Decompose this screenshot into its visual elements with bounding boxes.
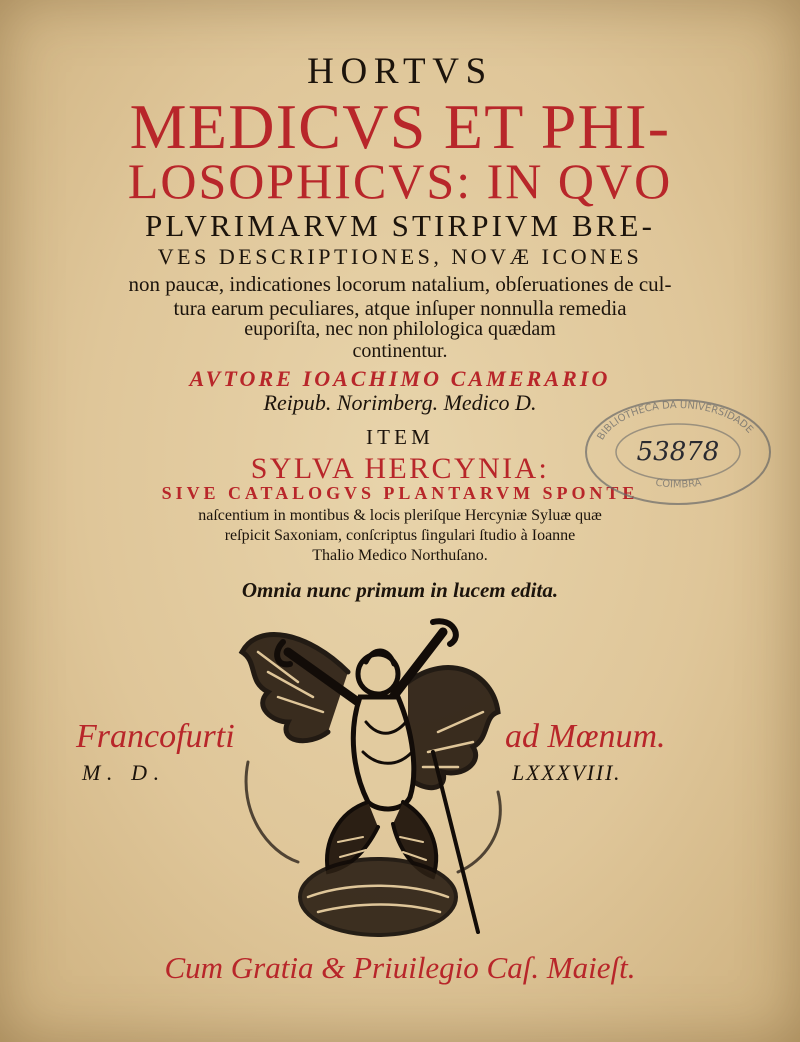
title-line-medicus: MEDICVS ET PHI- (129, 91, 671, 162)
sylva-desc-3: Thalio Medico Northuſano. (312, 547, 488, 564)
printers-device-woodcut (228, 612, 518, 942)
title-line-hortus: HORTVS (307, 51, 493, 92)
privilege-line: Cum Gratia & Priuilegio Caſ. Maieſt. (164, 950, 636, 985)
stamp-ring-text: BIBLIOTHECA DA UNIVERSIDADE (595, 399, 755, 443)
title-line-descriptiones: VES DESCRIPTIONES, NOVÆ ICONES (157, 244, 643, 269)
title-line-plurimarum: PLVRIMARVM STIRPIVM BRE- (144, 208, 656, 243)
library-stamp (578, 390, 778, 510)
shelf-number: 53878 (636, 437, 720, 467)
body-line-2: tura earum peculiares, atque inſuper nonnulla remedia (173, 296, 627, 320)
body-line-1: non paucæ, indicationes locorum natalium, obſeruationes de cul- (128, 272, 672, 296)
author-line: AVTORE IOACHIMO CAMERARIO (189, 366, 611, 391)
body-line-3: euporiſta, nec non philologica quædam (244, 318, 556, 340)
sylva-desc-1: naſcentium in montibus & locis pleriſque Hercyniæ Syluæ quæ (198, 507, 602, 524)
svg-text:BIBLIOTHECA DA UNIVERSIDADE (596, 400, 755, 442)
title-line-philosophicus: LOSOPHICVS: IN QVO (127, 153, 673, 209)
sylva-desc-2: reſpicit Saxoniam, conſcriptus ſingulari ſtudio à Ioanne (224, 527, 576, 544)
imprint-year-left: M. D. (82, 760, 166, 785)
imprint-place-right: ad Mœnum. (505, 718, 666, 755)
stamp-bottom-text: COIMBRA (654, 477, 703, 491)
imprint-place-left: Francofurti (76, 718, 235, 755)
body-line-4: continentur. (352, 340, 448, 362)
author-role-line: Reipub. Norimberg. Medico D. (263, 390, 537, 415)
sive-line: SIVE CATALOGVS PLANTARVM SPONTE (161, 483, 639, 503)
imprint-year-right: LXXXVIII. (512, 760, 622, 785)
sylva-title: SYLVA HERCYNIA: (250, 452, 550, 485)
item-heading: ITEM (365, 425, 435, 449)
omnia-line: Omnia nunc primum in lucem edita. (241, 578, 559, 602)
